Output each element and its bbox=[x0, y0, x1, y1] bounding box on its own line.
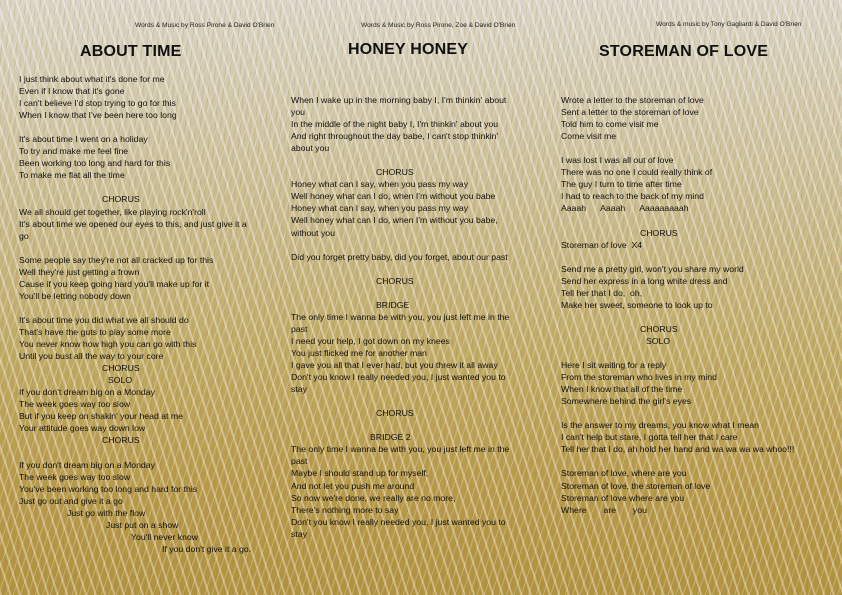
lyric-line: Some people say they're not all cracked up for this bbox=[19, 254, 214, 265]
blank-line bbox=[291, 419, 541, 431]
lyric-line: Is the answer to my dreams, you know what I mean bbox=[561, 420, 759, 431]
lyric-line: stay bbox=[291, 528, 307, 539]
blank-line bbox=[561, 407, 826, 419]
lyric-line: I was lost I was all out of love bbox=[561, 155, 674, 166]
lyric-line: I can't believe I'd stop trying to go for this bbox=[19, 98, 176, 109]
lyric-line: Don't you know I really needed you, I just wanted you to bbox=[291, 372, 506, 383]
lyric-line: Well honey what can I do, when I'm without you babe bbox=[291, 191, 496, 202]
lyric-line: The only time I wanna be with you, you just left me in the bbox=[291, 311, 510, 322]
song-1-credit: Words & Music by Ross Pirone & David O'Brien bbox=[135, 22, 275, 29]
lyric-line: Send me a pretty girl, won't you share my world bbox=[561, 263, 744, 274]
blank-line bbox=[291, 239, 541, 251]
lyric-line: When I know that I've been here too long bbox=[19, 110, 177, 121]
lyric-line: The guy I turn to time after time bbox=[561, 179, 682, 190]
lyric-line: The only time I wanna be with you, you just left me in the bbox=[291, 444, 510, 455]
lyric-line: I can't help but stare, I gotta tell her that I care bbox=[561, 432, 738, 443]
lyric-line: And right throughout the day babe, I can't stop thinkin' bbox=[291, 131, 499, 142]
lyric-line: When I know that all of the time bbox=[561, 384, 683, 395]
lyric-line: It's about time you did what we all should do bbox=[19, 314, 189, 325]
lyric-line: stay bbox=[291, 384, 307, 395]
lyric-line: Your attitude goes way down low bbox=[19, 423, 146, 434]
lyric-line: past bbox=[291, 456, 308, 467]
song-2-credit: Words & Music by Ross Pirone, Zoe & David O'Brien bbox=[361, 22, 516, 29]
song-3-lyrics bbox=[561, 94, 826, 516]
blank-line bbox=[19, 121, 274, 133]
lyric-line: It's about time I went on a holiday bbox=[19, 134, 148, 145]
lyric-line: It's about time we opened our eyes to this, and just give it a bbox=[19, 218, 247, 229]
lyric-line: You just flicked me for another man bbox=[291, 347, 427, 358]
lyric-line: Well honey what can I do, when I'm without you babe, bbox=[291, 215, 498, 226]
lyric-line: And not let you push me around bbox=[291, 480, 415, 491]
lyric-line: Send her express in a long white dress and bbox=[561, 275, 728, 286]
blank-line bbox=[561, 251, 826, 263]
lyric-line: The week goes way too slow bbox=[19, 471, 131, 482]
lyric-line: CHORUS bbox=[376, 275, 414, 286]
blank-line bbox=[561, 347, 826, 359]
lyric-line: If you don't dream big on a Monday bbox=[19, 387, 155, 398]
lyric-line: about you bbox=[291, 143, 330, 154]
lyric-line: If you don't give it a go. bbox=[162, 543, 252, 554]
lyric-line: I had to reach to the back of my mind bbox=[561, 191, 704, 202]
lyric-line: Maybe I should stand up for myself, bbox=[291, 468, 429, 479]
lyric-line: BRIDGE 2 bbox=[370, 432, 411, 443]
blank-line bbox=[561, 311, 826, 323]
lyric-line: You'll never know bbox=[131, 531, 199, 542]
lyric-line: Storeman of love where are you bbox=[561, 492, 685, 503]
lyric-line: Tell her that I do, oh, bbox=[561, 287, 643, 298]
song-3-credit: Words & music by Tony Gagliardi & David O'Brien bbox=[656, 21, 802, 28]
blank-line bbox=[291, 287, 541, 299]
lyric-line: In the middle of the night baby I, I'm thinkin' about you bbox=[291, 119, 499, 130]
lyric-line: I gave you all that I ever had, but you threw it all away bbox=[291, 360, 498, 371]
lyric-line: Wrote a letter to the storeman of love bbox=[561, 95, 704, 105]
lyric-line: you bbox=[291, 107, 306, 118]
lyric-line: But if you keep on shakin' your head at me bbox=[19, 411, 183, 422]
lyric-line: From the storeman who lives in my mind bbox=[561, 372, 717, 383]
lyric-line: go bbox=[19, 230, 29, 241]
song-1-lyrics bbox=[19, 73, 274, 555]
lyric-line: Just go out and give it a go bbox=[19, 495, 123, 506]
blank-line bbox=[561, 214, 826, 226]
lyric-line: You've been working too long and hard for this bbox=[19, 483, 198, 494]
lyric-line: Cause if you keep going hard you'll make up for it bbox=[19, 278, 209, 289]
lyric-line: Until you bust all the way to your core bbox=[19, 351, 164, 362]
lyric-line: So now we're done, we really are no more, bbox=[291, 492, 456, 503]
blank-line bbox=[561, 455, 826, 467]
lyric-line: There's nothing more to say bbox=[291, 504, 399, 515]
song-2-title: HONEY HONEY bbox=[348, 41, 469, 58]
lyric-line: If you don't dream big on a Monday bbox=[19, 459, 155, 470]
blank-line bbox=[561, 142, 826, 154]
lyric-line: SOLO bbox=[108, 375, 133, 386]
lyric-line: Storeman of love, where are you bbox=[561, 468, 687, 479]
lyric-line: CHORUS bbox=[376, 408, 414, 419]
lyric-line: CHORUS bbox=[102, 435, 140, 446]
lyric-line: Storeman of love, the storeman of love bbox=[561, 480, 711, 491]
lyric-line: Where are you bbox=[561, 504, 647, 515]
lyric-line: The week goes way too slow bbox=[19, 399, 131, 410]
lyric-line: Even if I know that it's gone bbox=[19, 86, 125, 97]
lyric-line: Told him to come visit me bbox=[561, 119, 659, 130]
lyric-line: To make me flat all the time bbox=[19, 170, 125, 181]
lyric-line: Make her sweet, someone to look up to bbox=[561, 299, 713, 310]
lyric-line: Just go with the flow bbox=[67, 507, 146, 518]
lyric-line: To try and make me feel fine bbox=[19, 146, 129, 157]
lyric-line: CHORUS bbox=[102, 363, 140, 374]
blank-line bbox=[19, 446, 274, 458]
lyric-line: I need your help, I got down on my knees bbox=[291, 335, 450, 346]
lyric-line: You'll be letting nobody down bbox=[19, 290, 131, 301]
song-3-title: STOREMAN OF LOVE bbox=[599, 43, 769, 60]
lyric-line: CHORUS bbox=[102, 194, 140, 205]
lyric-line: We all should get together, like playing rock'n'roll bbox=[19, 206, 206, 217]
lyric-line: Somewhere behind the girl's eyes bbox=[561, 396, 692, 407]
song-1-title: ABOUT TIME bbox=[80, 43, 182, 60]
lyric-line: Aaaah Aaaah Aaaaaaaaah bbox=[561, 203, 689, 214]
lyric-line: SOLO bbox=[646, 335, 671, 346]
blank-line bbox=[291, 154, 541, 166]
lyric-line: I just think about what it's done for me bbox=[19, 74, 165, 84]
lyric-line: Storeman of love X4 bbox=[561, 239, 643, 250]
blank-line bbox=[291, 263, 541, 275]
lyric-line: Been working too long and hard for this bbox=[19, 158, 171, 169]
lyric-line: Honey what can I say, when you pass my way bbox=[291, 203, 469, 214]
lyric-line: without you bbox=[291, 227, 335, 238]
lyric-line: Just put on a show bbox=[106, 519, 179, 530]
lyric-line: Sent a letter to the storeman of love bbox=[561, 107, 699, 118]
blank-line bbox=[19, 242, 274, 254]
lyric-line: There was no one I could really think of bbox=[561, 167, 713, 178]
lyric-line: You never know how high you can go with this bbox=[19, 339, 197, 350]
lyric-line: When I wake up in the morning baby I, I'm thinkin' about bbox=[291, 95, 507, 105]
lyric-line: CHORUS bbox=[376, 167, 414, 178]
lyric-line: Did you forget pretty baby, did you forget, about our past bbox=[291, 251, 508, 262]
lyric-line: Come visit me bbox=[561, 131, 617, 142]
lyric-line: CHORUS bbox=[640, 227, 678, 238]
lyric-line: Honey what can I say, when you pass my way bbox=[291, 179, 469, 190]
blank-line bbox=[291, 395, 541, 407]
lyric-line: That's have the guts to play some more bbox=[19, 326, 171, 337]
lyric-line: Here I sit waiting for a reply bbox=[561, 360, 667, 371]
lyric-line: BRIDGE bbox=[376, 299, 410, 310]
blank-line bbox=[19, 302, 274, 314]
song-2-lyrics bbox=[291, 94, 541, 540]
lyric-line: Well they're just getting a frown bbox=[19, 266, 140, 277]
lyric-line: CHORUS bbox=[640, 323, 678, 334]
lyric-line: past bbox=[291, 323, 308, 334]
blank-line bbox=[19, 181, 274, 193]
lyric-line: Don't you know I really needed you, I just wanted you to bbox=[291, 516, 506, 527]
lyric-line: Tell her that I do, ah hold her hand and wa wa wa wa whoo!!! bbox=[561, 444, 795, 455]
